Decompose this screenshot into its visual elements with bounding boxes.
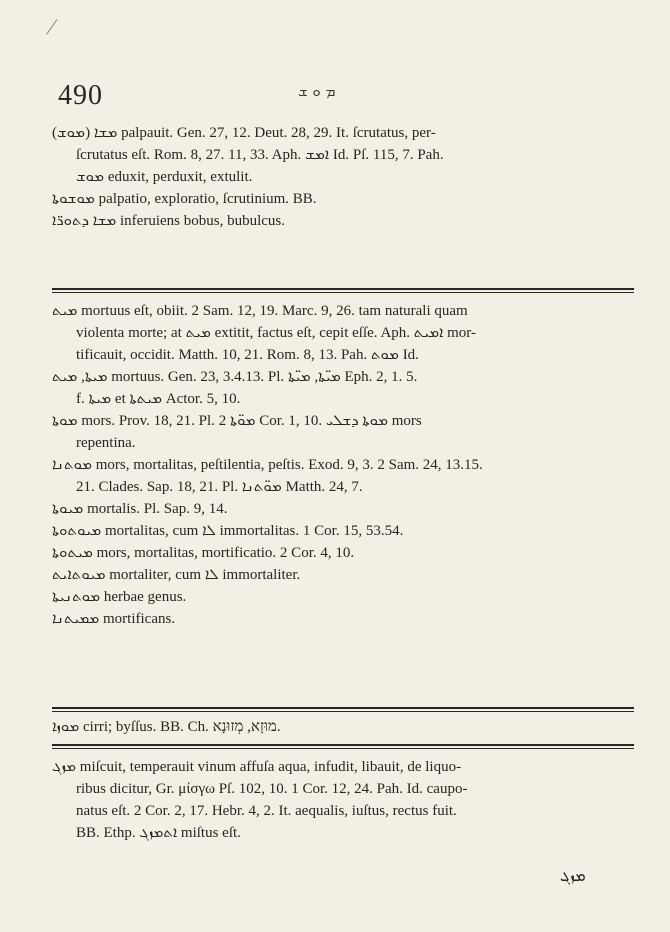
running-head: ܡ ܘ ܫ <box>298 82 336 100</box>
entry-line: ܡܙܓ miſcuit, temperauit vinum affuſa aqua, infudit, libauit, de liquo- <box>52 759 462 775</box>
section-mixing <box>52 756 632 844</box>
entry-line: ܡܝܘܬܐ mortalis. Pl. Sap. 9, 14. <box>52 501 228 517</box>
entry-line: repentina. <box>76 435 136 451</box>
entry-line: ܡܘܬܢܐ mors, mortalitas, peſtilentia, peſtis. Exod. 9, 3. 2 Sam. 24, 13.15. <box>52 457 483 473</box>
entry-line: tificauit, occidit. Matth. 10, 21. Rom. 8, 13. Pah. ܡܘܬ Id. <box>76 347 419 363</box>
pen-mark <box>46 19 69 42</box>
entry-line: (ܡܘܫ) ܡܫܐ palpauit. Gen. 27, 12. Deut. 28, 29. It. ſcrutatus, per- <box>52 125 436 141</box>
entry-line: ܡܘܫܘܬܐ palpatio, exploratio, ſcrutinium. BB. <box>52 191 317 207</box>
section-palpation <box>52 122 632 232</box>
section-cirri <box>52 716 632 738</box>
entry-line: ܡܝܬܐ, ܡܝܬ mortuus. Gen. 23, 3.4.13. Pl. ܡܝ̈ܬܐ, ܡܝ̈ܬܐ Eph. 2, 1. 5. <box>52 369 418 385</box>
entry-line: ribus dicitur, Gr. μίσγω Pſ. 102, 10. 1 Cor. 12, 24. Pah. Id. caupo- <box>76 781 468 797</box>
entry-line: ܡܘܫ eduxit, perduxit, extulit. <box>76 169 253 185</box>
entry-line: ܡܘܬܢܝܬܐ herbae genus. <box>52 589 187 605</box>
entry-line: ܡܘܙܐ cirri; byſſus. BB. Ch. מוּזָא, מְזוּנָא. <box>52 719 281 735</box>
entry-line: ܡܝܘܬܐܝܬ mortaliter, cum ܠܐ immortaliter. <box>52 567 301 583</box>
entry-line: BB. Ethp. ܐܬܡܙܓ miſtus eſt. <box>76 825 241 841</box>
entry-line: ܡܡܝܬܢܐ mortificans. <box>52 611 176 627</box>
section-divider-thin <box>52 711 634 712</box>
section-divider <box>52 744 634 746</box>
entry-line: 21. Clades. Sap. 18, 21. Pl. ܡܘ̈ܬܢܐ Matth. 24, 7. <box>76 479 363 495</box>
entry-line: ſcrutatus eſt. Rom. 8, 27. 11, 33. Aph. ܐܡܫ Id. Pſ. 115, 7. Pah. <box>76 147 444 163</box>
entry-line: ܡܝܬ mortuus eſt, obiit. 2 Sam. 12, 19. Marc. 9, 26. tam naturali quam <box>52 303 468 319</box>
entry-line: ܡܝܘܬܘܬܐ mortalitas, cum ܠܐ immortalitas. 1 Cor. 15, 53.54. <box>52 523 404 539</box>
catchword: ܡܙܓ <box>560 866 586 885</box>
section-divider <box>52 288 634 290</box>
entry-line: ܡܘܬܐ mors. Prov. 18, 21. Pl. ܡܘ̈ܬܐ 2 Cor. 1, 10. ܡܘܬܐ ܕܫܠܝ mors <box>52 413 422 429</box>
entry-line: ܡܫܐ ܕܬܘܪ̈ܐ inferuiens bobus, bubulcus. <box>52 213 285 229</box>
entry-line: ܡܝܬܘܬܐ mors, mortalitas, mortificatio. 2 Cor. 4, 10. <box>52 545 355 561</box>
section-divider-thin <box>52 748 634 749</box>
section-death <box>52 300 632 630</box>
entry-line: violenta morte; at ܡܝܬ extitit, factus eſt, cepit eſſe. Aph. ܐܡܝܬ mor- <box>76 325 476 341</box>
section-divider-thin <box>52 292 634 293</box>
section-divider <box>52 707 634 709</box>
page-number: 490 <box>58 80 103 111</box>
entry-line: f. ܡܝܬܐ et ܡܝܬܬܐ Actor. 5, 10. <box>76 391 241 407</box>
entry-line: natus eſt. 2 Cor. 2, 17. Hebr. 4, 2. It. aequalis, iuſtus, rectus fuit. <box>76 803 457 819</box>
